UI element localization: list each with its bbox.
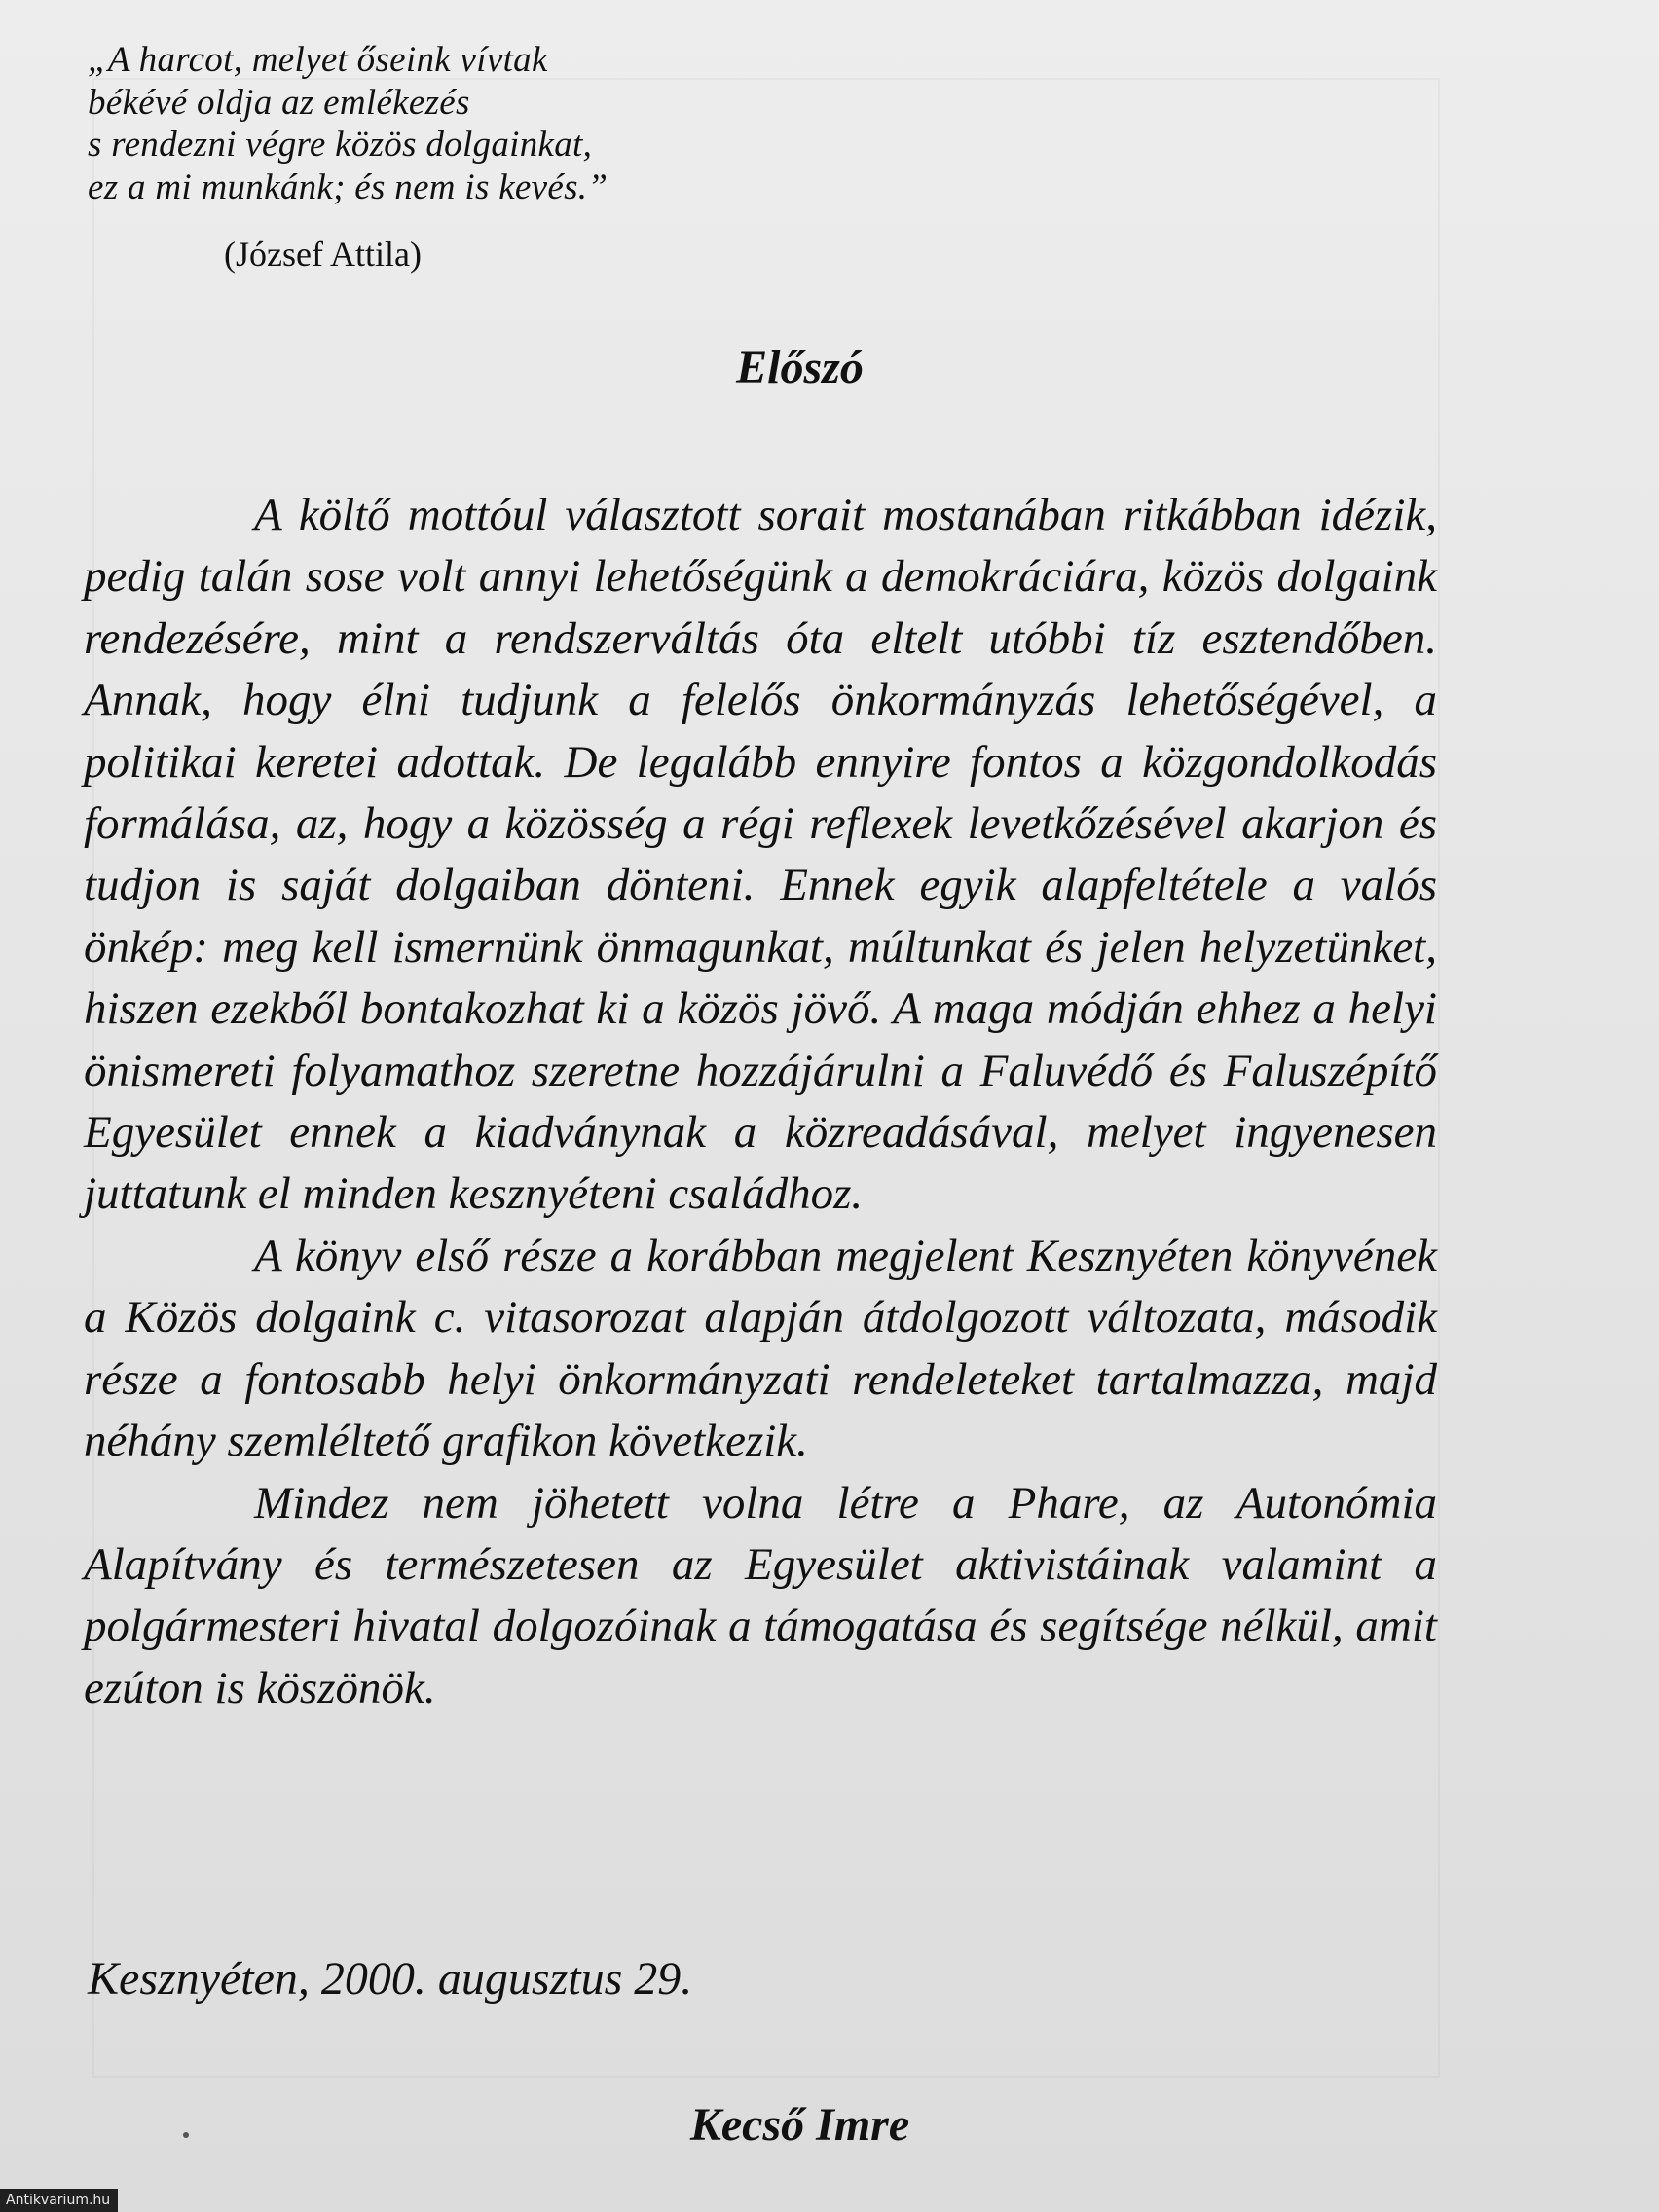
foreword-body [84,485,1437,1719]
paragraph: Mindez nem jöhetett volna létre a Phare, az Autonómia Alapítvány és természetesen az Egyesület aktivistáinak valamint a polgármesteri hivatal dolgozóinak a támogatása és segítsége nélkül, amit ezúton is köszönök. [84,1477,1437,1714]
motto-quote [88,39,769,208]
author-signature: Kecső Imre [689,2099,910,2151]
motto-author: (József Attila) [224,235,422,274]
ink-speck [183,2132,189,2138]
watermark-label: Antikvarium.hu [0,2189,118,2212]
motto-line: békévé oldja az emlékezés [88,82,470,123]
motto-line: s rendezni végre közös dolgainkat, [88,125,593,165]
dateline: Kesznyéten, 2000. augusztus 29. [88,1953,693,2005]
page-title: Előszó [736,342,864,393]
paragraph: A költő mottóul választott sorait mostanában ritkábban idézik, pedig talán sose volt annyi lehetőségünk a demokráciára, közös dolgaink rendezésére, mint a rendszerváltás óta eltelt utóbbi tíz esztendőben. Annak, hogy élni tudjunk a felelős önkormányzás lehetőségével, a politikai keretei adottak. De legalább ennyire fontos a közgondolkodás formálása, az, hogy a közösség a régi reflexek levetkőzésével akarjon és tudjon is saját dolgaiban dönteni. Ennek egyik alapfeltétele a valós önkép: meg kell ismernünk önmagunkat, múltunkat és jelen helyzetünket, hiszen ezekből bontakozhat ki a közös jövő. A maga módján ehhez a helyi önismereti folyamathoz szeretne hozzájárulni a Faluvédő és Faluszépítő Egyesület ennek a kiadványnak a közreadásával, melyet ingyenesen juttatunk el minden kesznyéteni családhoz. [84,490,1437,1220]
motto-line: ez a mi munkánk; és nem is kevés.” [88,166,608,207]
motto-line: „A harcot, melyet őseink vívtak [88,40,548,80]
paragraph: A könyv első része a korábban megjelent Kesznyéten könyvének a Közös dolgaink c. vitasorozat alapján átdolgozott változata, második része a fontosabb helyi önkormányzati rendeleteket tartalmazza, majd néhány szemléltető grafikon következik. [84,1230,1437,1467]
